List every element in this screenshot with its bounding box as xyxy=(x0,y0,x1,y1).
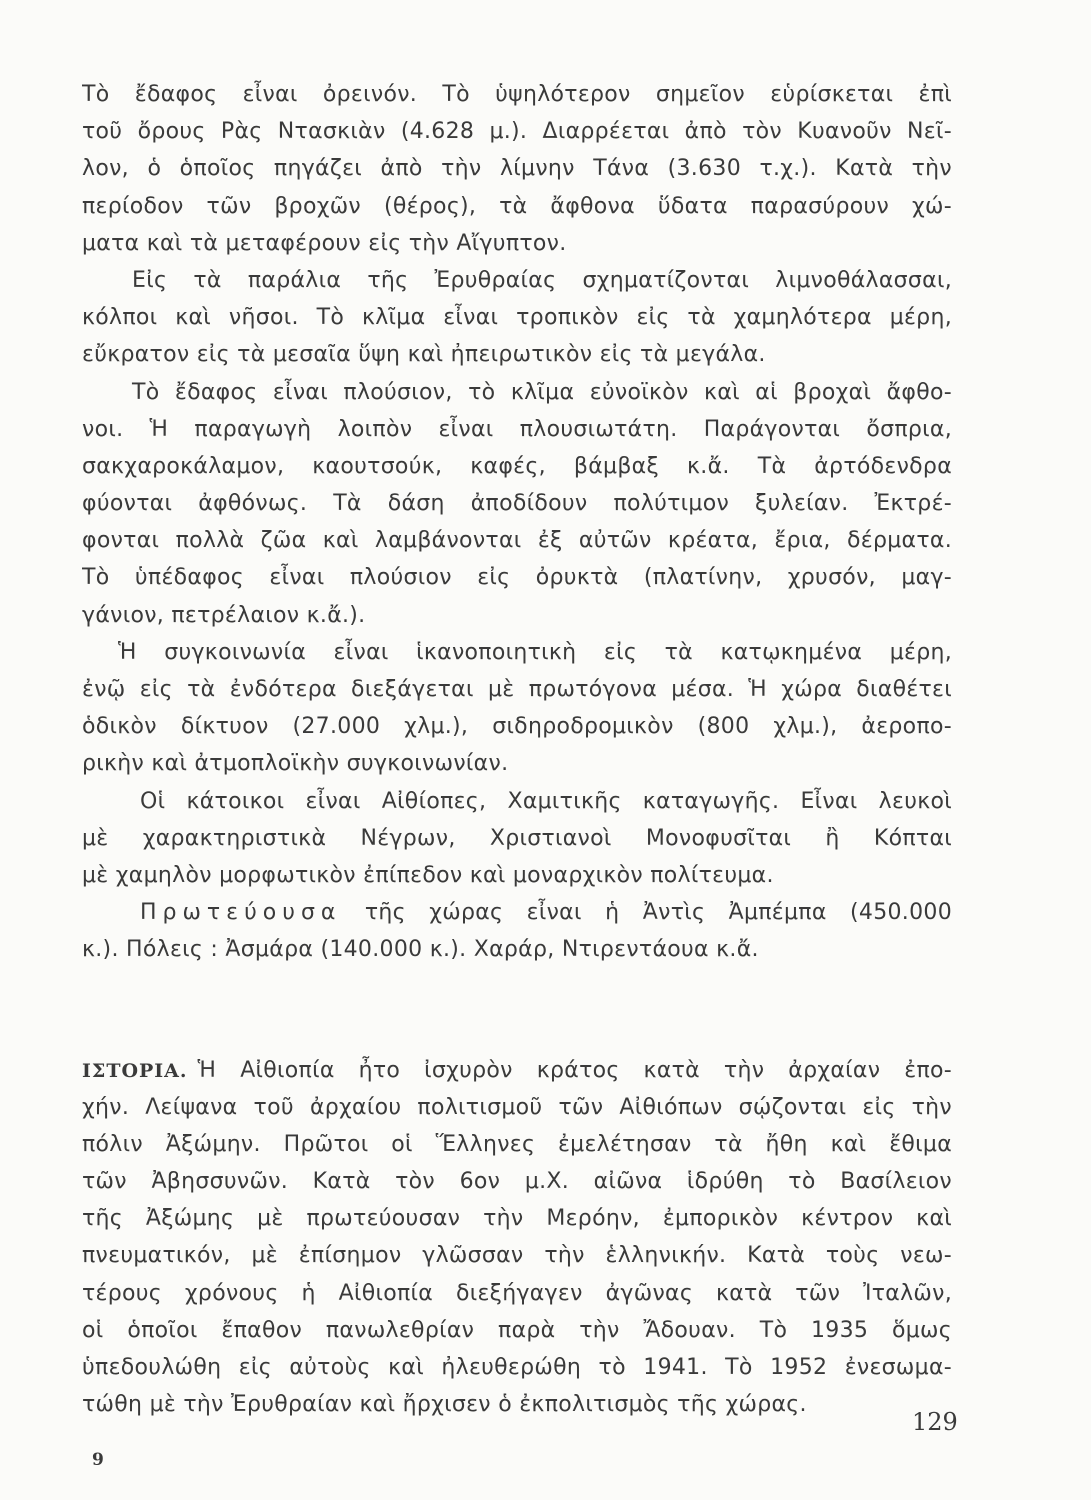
text-line: ματα καὶ τὰ μεταφέρουν εἰς τὴν Αἴγυπτον. xyxy=(82,230,567,256)
text-line: χήν. Λείψανα τοῦ ἀρχαίου πολιτισμοῦ τῶν Αἰθιόπων σῴζονται εἰς τὴν xyxy=(82,1094,952,1120)
text-line: Τὸ ὑπέδαφος εἶναι πλούσιον εἰς ὀρυκτὰ (πλατίνην, χρυσόν, μαγ- xyxy=(82,565,952,591)
text-line: λον, ὁ ὁποῖος πηγάζει ἀπὸ τὴν λίμνην Τάνα (3.630 τ.χ.). Κατὰ τὴν xyxy=(82,156,952,182)
text-line: νοι. Ἡ παραγωγὴ λοιπὸν εἶναι πλουσιωτάτη. Παράγονται ὄσπρια, xyxy=(82,416,952,442)
paragraph-terrain xyxy=(82,76,952,262)
text-line: τώθη μὲ τὴν Ἐρυθραίαν καὶ ἤρχισεν ὁ ἐκπολιτισμὸς τῆς χώρας. xyxy=(82,1392,807,1418)
text-line: τέρους χρόνους ἡ Αἰθιοπία διεξήγαγεν ἀγῶνας κατὰ τῶν Ἰταλῶν, xyxy=(82,1280,952,1306)
paragraph-capital xyxy=(82,894,952,968)
text-line: οἱ ὁποῖοι ἔπαθον πανωλεθρίαν παρὰ τὴν Ἄδουαν. Τὸ 1935 ὅμως xyxy=(82,1317,952,1343)
text-line: ὑπεδουλώθη εἰς αὐτοὺς καὶ ἠλευθερώθη τὸ 1941. Τὸ 1952 ἐνεσωμα- xyxy=(82,1355,952,1380)
text-line: κ.). Πόλεις : Ἀσμάρα (140.000 κ.). Χαράρ, Ντιρεντάουα κ.ἄ. xyxy=(82,937,759,963)
text-line: γάνιον, πετρέλαιον κ.ἄ.). xyxy=(82,602,366,628)
text-line: ὁδικὸν δίκτυον (27.000 χλμ.), σιδηροδρομικὸν (800 χλμ.), ἀεροπο- xyxy=(82,714,952,740)
capital-line-rest: τῆς χώρας εἶναι ἡ Ἀντὶς Ἀμπέμπα (450.000 xyxy=(341,900,952,926)
history-first-line: Ἡ Αἰθιοπία ἦτο ἰσχυρὸν κράτος κατὰ τὴν ἀρχαίαν ἐπο- xyxy=(197,1057,952,1083)
text-line xyxy=(82,1052,952,1089)
text-line: σακχαροκάλαμον, καουτσούκ, καφές, βάμβαξ κ.ἄ. Τὰ ἀρτόδενδρα xyxy=(82,453,952,479)
text-line: Οἱ κάτοικοι εἶναι Αἰθίοπες, Χαμιτικῆς καταγωγῆς. Εἶναι λευκοὶ xyxy=(140,788,952,814)
paragraph-climate xyxy=(82,262,952,374)
paragraph-transport xyxy=(82,634,952,783)
history-heading: ΙΣΤΟΡΙΑ. xyxy=(82,1059,188,1082)
capital-word: Πρωτεύουσα xyxy=(140,900,342,926)
text-line xyxy=(82,894,952,931)
text-line: Εἰς τὰ παράλια τῆς Ἐρυθραίας σχηματίζονται λιμνοθάλασσαι, xyxy=(132,267,952,293)
text-line: φύονται ἀφθόνως. Τὰ δάση ἀποδίδουν πολύτιμον ξυλείαν. Ἐκτρέ- xyxy=(82,491,952,517)
paragraph-production xyxy=(82,374,952,634)
text-line: τοῦ ὄρους Ρὰς Ντασκιὰν (4.628 μ.). Διαρρέεται ἀπὸ τὸν Κυανοῦν Νεῖ- xyxy=(82,119,952,145)
paragraph-inhabitants xyxy=(82,783,952,895)
text-line: εὔκρατον εἰς τὰ μεσαῖα ὕψη καὶ ἠπειρωτικὸν εἰς τὰ μεγάλα. xyxy=(82,342,766,368)
text-line: τῆς Ἀξώμης μὲ πρωτεύουσαν τὴν Μερόην, ἐμπορικὸν κέντρον καὶ xyxy=(82,1206,952,1232)
text-line: πόλιν Ἀξώμην. Πρῶτοι οἱ Ἕλληνες ἐμελέτησαν τὰ ἤθη καὶ ἔθιμα xyxy=(82,1131,952,1157)
text-line: περίοδον τῶν βροχῶν (θέρος), τὰ ἄφθονα ὕδατα παρασύρουν χώ- xyxy=(82,193,952,219)
text-line: φονται πολλὰ ζῶα καὶ λαμβάνονται ἐξ αὐτῶν κρέατα, ἔρια, δέρματα. xyxy=(82,528,952,554)
text-line: ρικὴν καὶ ἀτμοπλοϊκὴν συγκοινωνίαν. xyxy=(82,751,509,777)
signature-mark: 9 xyxy=(92,1450,104,1470)
history-section xyxy=(82,1052,952,1424)
text-line: Τὸ ἔδαφος εἶναι πλούσιον, τὸ κλῖμα εὐνοϊκὸν καὶ αἱ βροχαὶ ἄφθο- xyxy=(132,379,952,405)
text-line: Ἡ συγκοινωνία εἶναι ἱκανοποιητικὴ εἰς τὰ κατῳκημένα μέρη, xyxy=(118,639,952,665)
body-text xyxy=(82,76,952,1423)
text-line: μὲ χαρακτηριστικὰ Νέγρων, Χριστιανοὶ Μονοφυσῖται ἢ Κόπται xyxy=(82,825,952,851)
text-line: πνευματικόν, μὲ ἐπίσημον γλῶσσαν τὴν ἑλληνικήν. Κατὰ τοὺς νεω- xyxy=(82,1243,952,1269)
text-line: Τὸ ἔδαφος εἶναι ὀρεινόν. Τὸ ὑψηλότερον σημεῖον εὑρίσκεται ἐπὶ xyxy=(82,82,952,107)
section-gap xyxy=(82,969,952,1052)
text-line: ἐνῷ εἰς τὰ ἐνδότερα διεξάγεται μὲ πρωτόγονα μέσα. Ἡ χώρα διαθέτει xyxy=(82,677,952,702)
text-line: μὲ χαμηλὸν μορφωτικὸν ἐπίπεδον καὶ μοναρχικὸν πολίτευμα. xyxy=(82,862,774,888)
text-line: τῶν Ἀβησσυνῶν. Κατὰ τὸν 6ον μ.Χ. αἰῶνα ἱδρύθη τὸ Βασίλειον xyxy=(82,1169,952,1195)
text-line: κόλποι καὶ νῆσοι. Τὸ κλῖμα εἶναι τροπικὸν εἰς τὰ χαμηλότερα μέρη, xyxy=(82,305,952,331)
page-number: 129 xyxy=(912,1408,958,1436)
